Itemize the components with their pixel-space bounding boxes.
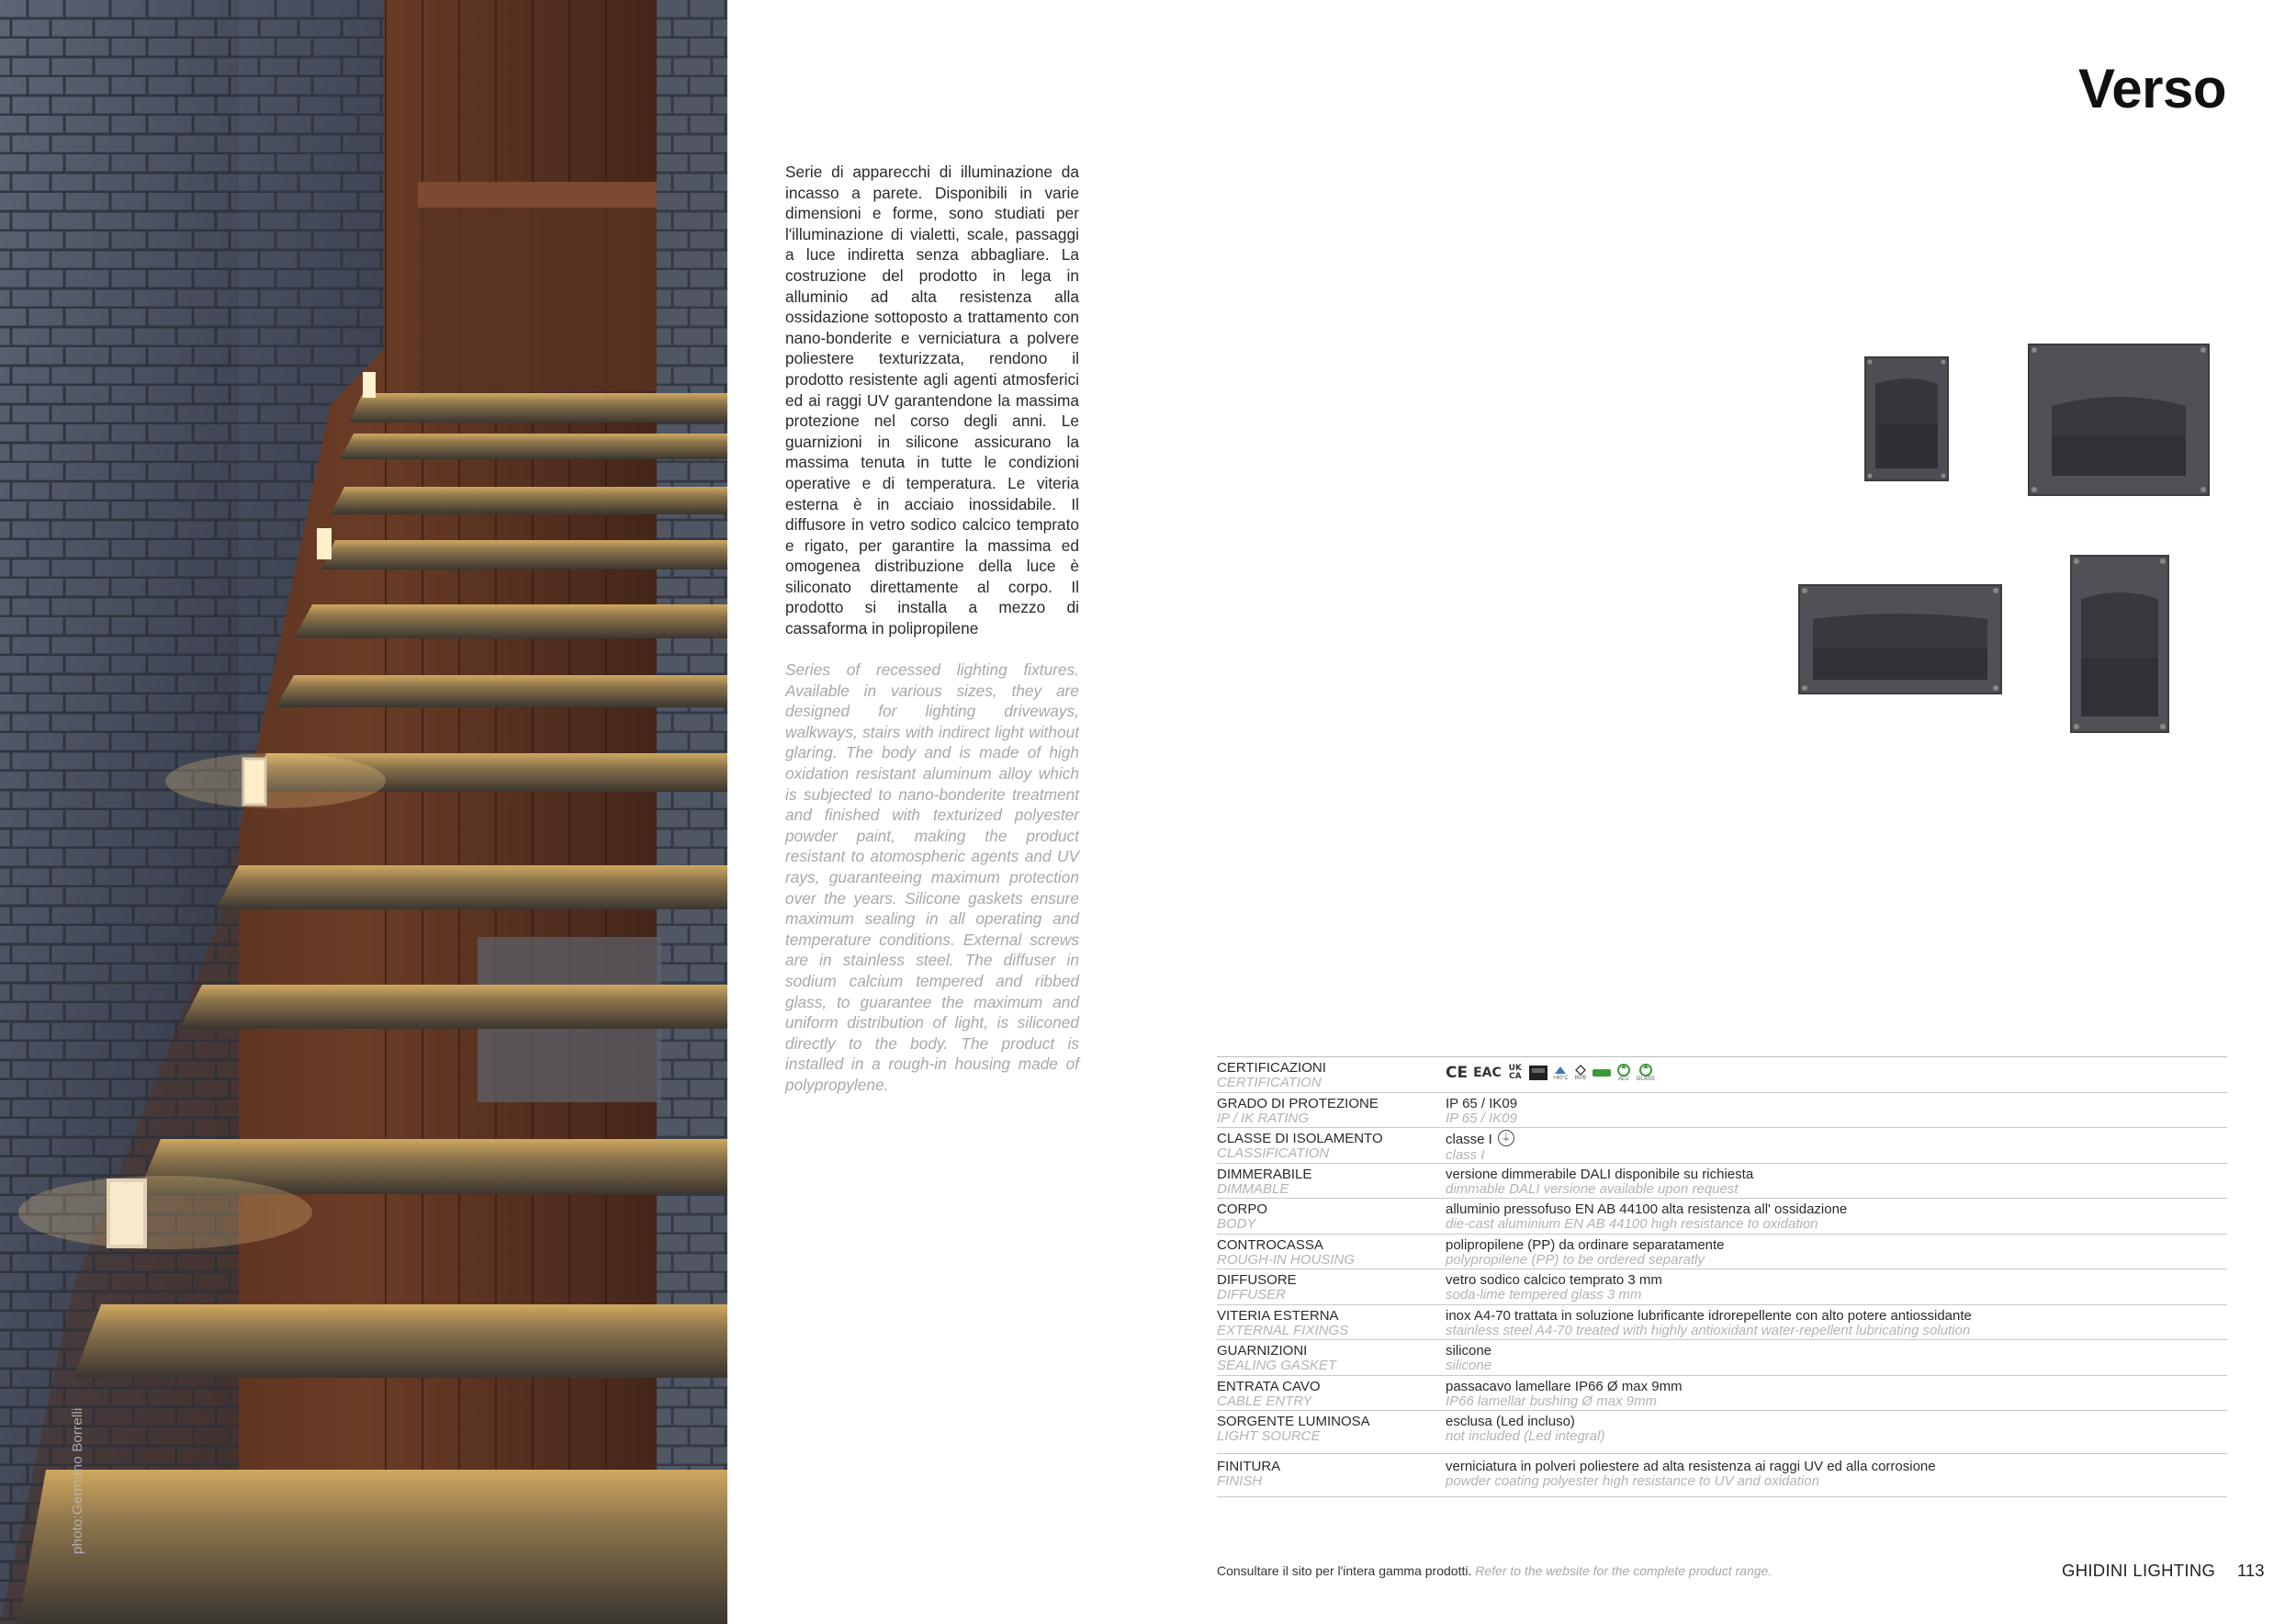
photo-credit: photo:Germano Borrelli <box>70 1407 85 1554</box>
spec-value-en: IP 65 / IK09 <box>1446 1110 1517 1126</box>
spec-label-it: VITERIA ESTERNA <box>1217 1307 1339 1324</box>
spec-label-en: LIGHT SOURCE <box>1217 1428 1321 1444</box>
spec-value-it: verniciatura in polveri poliestere ad alta resistenza ai raggi UV ed alla corrosione <box>1446 1459 1936 1474</box>
ik-rating-icon: IK09 <box>1574 1065 1587 1082</box>
spec-label-it: DIMMERABILE <box>1217 1166 1312 1182</box>
spec-label-en: EXTERNAL FIXINGS <box>1217 1322 1349 1338</box>
spec-label-en: BODY <box>1217 1216 1256 1232</box>
spec-label-en: CABLE ENTRY <box>1217 1393 1312 1409</box>
spec-label-en: FINISH <box>1217 1473 1263 1489</box>
earth-ground-icon: ⏚ <box>1498 1130 1514 1146</box>
spec-label-it: ENTRATA CAVO <box>1217 1378 1321 1394</box>
spec-row-sealing-gasket <box>1217 1340 2227 1376</box>
staircase-illustration <box>0 0 727 1624</box>
spec-value-it: versione dimmerabile DALI disponibile su richiesta <box>1446 1166 1754 1182</box>
spec-label-en: DIFFUSER <box>1217 1287 1286 1303</box>
spec-value-it: classe I ⏚ <box>1446 1132 2227 1148</box>
spec-label-it: CONTROCASSA <box>1217 1236 1323 1253</box>
spec-value-en: silicone <box>1446 1358 1492 1373</box>
spec-label-en: DIMMABLE <box>1217 1180 1289 1197</box>
spec-row-dimmable <box>1217 1164 2227 1200</box>
product-image-small-vertical <box>1864 356 1949 481</box>
product-image-horizontal <box>1798 584 2002 694</box>
glass-recycle-icon: GLASS <box>1637 1064 1655 1083</box>
temperature-icon: +40°C <box>1553 1065 1569 1082</box>
page-number: 113 <box>2237 1561 2265 1580</box>
spec-value-it: vetro sodico calcico temprato 3 mm <box>1446 1272 1662 1288</box>
spec-label-en: IP / IK RATING <box>1217 1110 1310 1126</box>
footer-note-en: Refer to the website for the complete product range. <box>1475 1563 1773 1578</box>
led-module-icon <box>1529 1066 1548 1080</box>
spec-label-it: GUARNIZIONI <box>1217 1343 1308 1359</box>
spec-row-certification <box>1217 1057 2227 1093</box>
spec-row-cable-entry <box>1217 1376 2227 1412</box>
led-driver-icon <box>1593 1068 1611 1077</box>
spec-row-light-source <box>1217 1411 2227 1454</box>
spec-label-it: SORGENTE LUMINOSA <box>1217 1414 1370 1429</box>
staircase-photo <box>0 0 727 1624</box>
spec-label-it: CERTIFICAZIONI <box>1217 1060 1326 1076</box>
spec-row-rough-in-housing <box>1217 1235 2227 1270</box>
spec-label-it: GRADO DI PROTEZIONE <box>1217 1095 1379 1111</box>
spec-value-en: IP66 lamellar bushing Ø max 9mm <box>1446 1393 1658 1409</box>
spec-value-en: class I <box>1446 1147 1485 1163</box>
spec-label-it: CORPO <box>1217 1201 1268 1217</box>
ce-mark-icon: CE <box>1446 1064 1469 1082</box>
spec-row-classification <box>1217 1128 2227 1164</box>
spec-value-en: soda-lime tempered glass 3 mm <box>1446 1287 1642 1303</box>
spec-value-en: stainless steel A4-70 treated with highly antioxidant water-repellent lubricating solution <box>1446 1322 1971 1338</box>
spec-value-en: polypropilene (PP) to be ordered separatly <box>1446 1251 1705 1268</box>
spec-value-en: dimmable DALI versione available upon request <box>1446 1180 1739 1197</box>
spec-value-it: esclusa (Led incluso) <box>1446 1414 1575 1429</box>
footer-note-it: Consultare il sito per l'intera gamma prodotti. <box>1217 1563 1472 1578</box>
footer-note <box>1217 1563 1772 1578</box>
ukca-mark-icon: UK CA <box>1508 1064 1522 1081</box>
spec-value-it: IP 65 / IK09 <box>1446 1095 1518 1111</box>
spec-row-finish <box>1217 1454 2227 1497</box>
spec-table <box>1217 1056 2227 1497</box>
spec-label-it: DIFFUSORE <box>1217 1272 1297 1288</box>
spec-label-en: CERTIFICATION <box>1217 1075 1322 1090</box>
spec-value-en: die-cast aluminium EN AB 44100 high resistance to oxidation <box>1446 1216 1818 1232</box>
spec-value-it: alluminio pressofuso EN AB 44100 alta resistenza all' ossidazione <box>1446 1201 1848 1217</box>
spec-row-diffuser <box>1217 1269 2227 1305</box>
page-title: Verso <box>2078 58 2226 119</box>
spec-row-ip-rating <box>1217 1093 2227 1129</box>
spec-label-it: FINITURA <box>1217 1459 1281 1474</box>
spec-value-en: powder coating polyester high resistance to UV and oxidation <box>1446 1473 1819 1489</box>
eac-mark-icon: EAC <box>1473 1066 1502 1080</box>
spec-label-it: CLASSE DI ISOLAMENTO <box>1217 1131 1383 1146</box>
spec-label-en: SEALING GASKET <box>1217 1358 1337 1373</box>
alu-recycle-icon: ALU <box>1616 1064 1631 1083</box>
spec-value-it: inox A4-70 trattata in soluzione lubrificante idrorepellente con alto potere antiossidante <box>1446 1307 1972 1324</box>
product-image-tall-vertical <box>2070 555 2169 733</box>
certification-icons <box>1446 1061 2227 1085</box>
description-english: Series of recessed lighting fixtures. Available in various sizes, they are designed for lighting driveways, walkways, stairs with indirect light without glaring. The body and is made of high oxidation resistant aluminum alloy which is subjected to nano-bonderite treatment and finished with texturized polyester powder paint, making the product resistant to atomospheric agents and UV rays, guaranteeing maximum protection over the years. Silicone gaskets ensure maximum sealing in all operating and temperature conditions. External screws are in stainless steel. The diffuser in sodium calcium tempered and ribbed glass, to guarantee the maximum and uniform distribution of light, is siliconed directly to the body. The product is installed in a rough-in housing made of polypropylene. <box>785 660 1079 1094</box>
spec-value-it: silicone <box>1446 1343 1492 1359</box>
spec-label-en: CLASSIFICATION <box>1217 1145 1330 1161</box>
spec-label-en: ROUGH-IN HOUSING <box>1217 1251 1355 1268</box>
spec-value-en: not included (Led integral) <box>1446 1428 1605 1444</box>
spec-row-external-fixings <box>1217 1305 2227 1341</box>
spec-value-it: passacavo lamellare IP66 Ø max 9mm <box>1446 1378 1683 1394</box>
brand-name: GHIDINI LIGHTING <box>2062 1561 2216 1580</box>
description-italian: Serie di apparecchi di illuminazione da incasso a parete. Disponibili in varie dimensioni e forme, sono studiati per l'illuminazione di vialetti, scale, passaggi a luce indiretta senza abbagliare. La costruzione del prodotto in lega in alluminio ad alta resistenza alla ossidazione sottoposto a trattamento con nano-bonderite e verniciatura a polvere poliestere texturizzata, rendono il prodotto resistente agli agenti atmosferici ed ai raggi UV garantendone la massima protezione nel corso degli anni. Le guarnizioni in silicone assicurano la massima tenuta in tutte le condizioni operative e di temperatura. Le viteria esterna è in acciaio inossidabile. Il diffusore in vetro sodico calcico temprato e rigato, per garantire la massima ed omogenea distribuzione della luce è siliconato direttamente al corpo. Il prodotto si installa a mezzo di cassaforma in polipropilene <box>785 163 1079 638</box>
spec-value-it: polipropilene (PP) da ordinare separatamente <box>1446 1236 1725 1253</box>
product-image-large-square <box>2028 344 2210 496</box>
spec-row-body <box>1217 1199 2227 1235</box>
